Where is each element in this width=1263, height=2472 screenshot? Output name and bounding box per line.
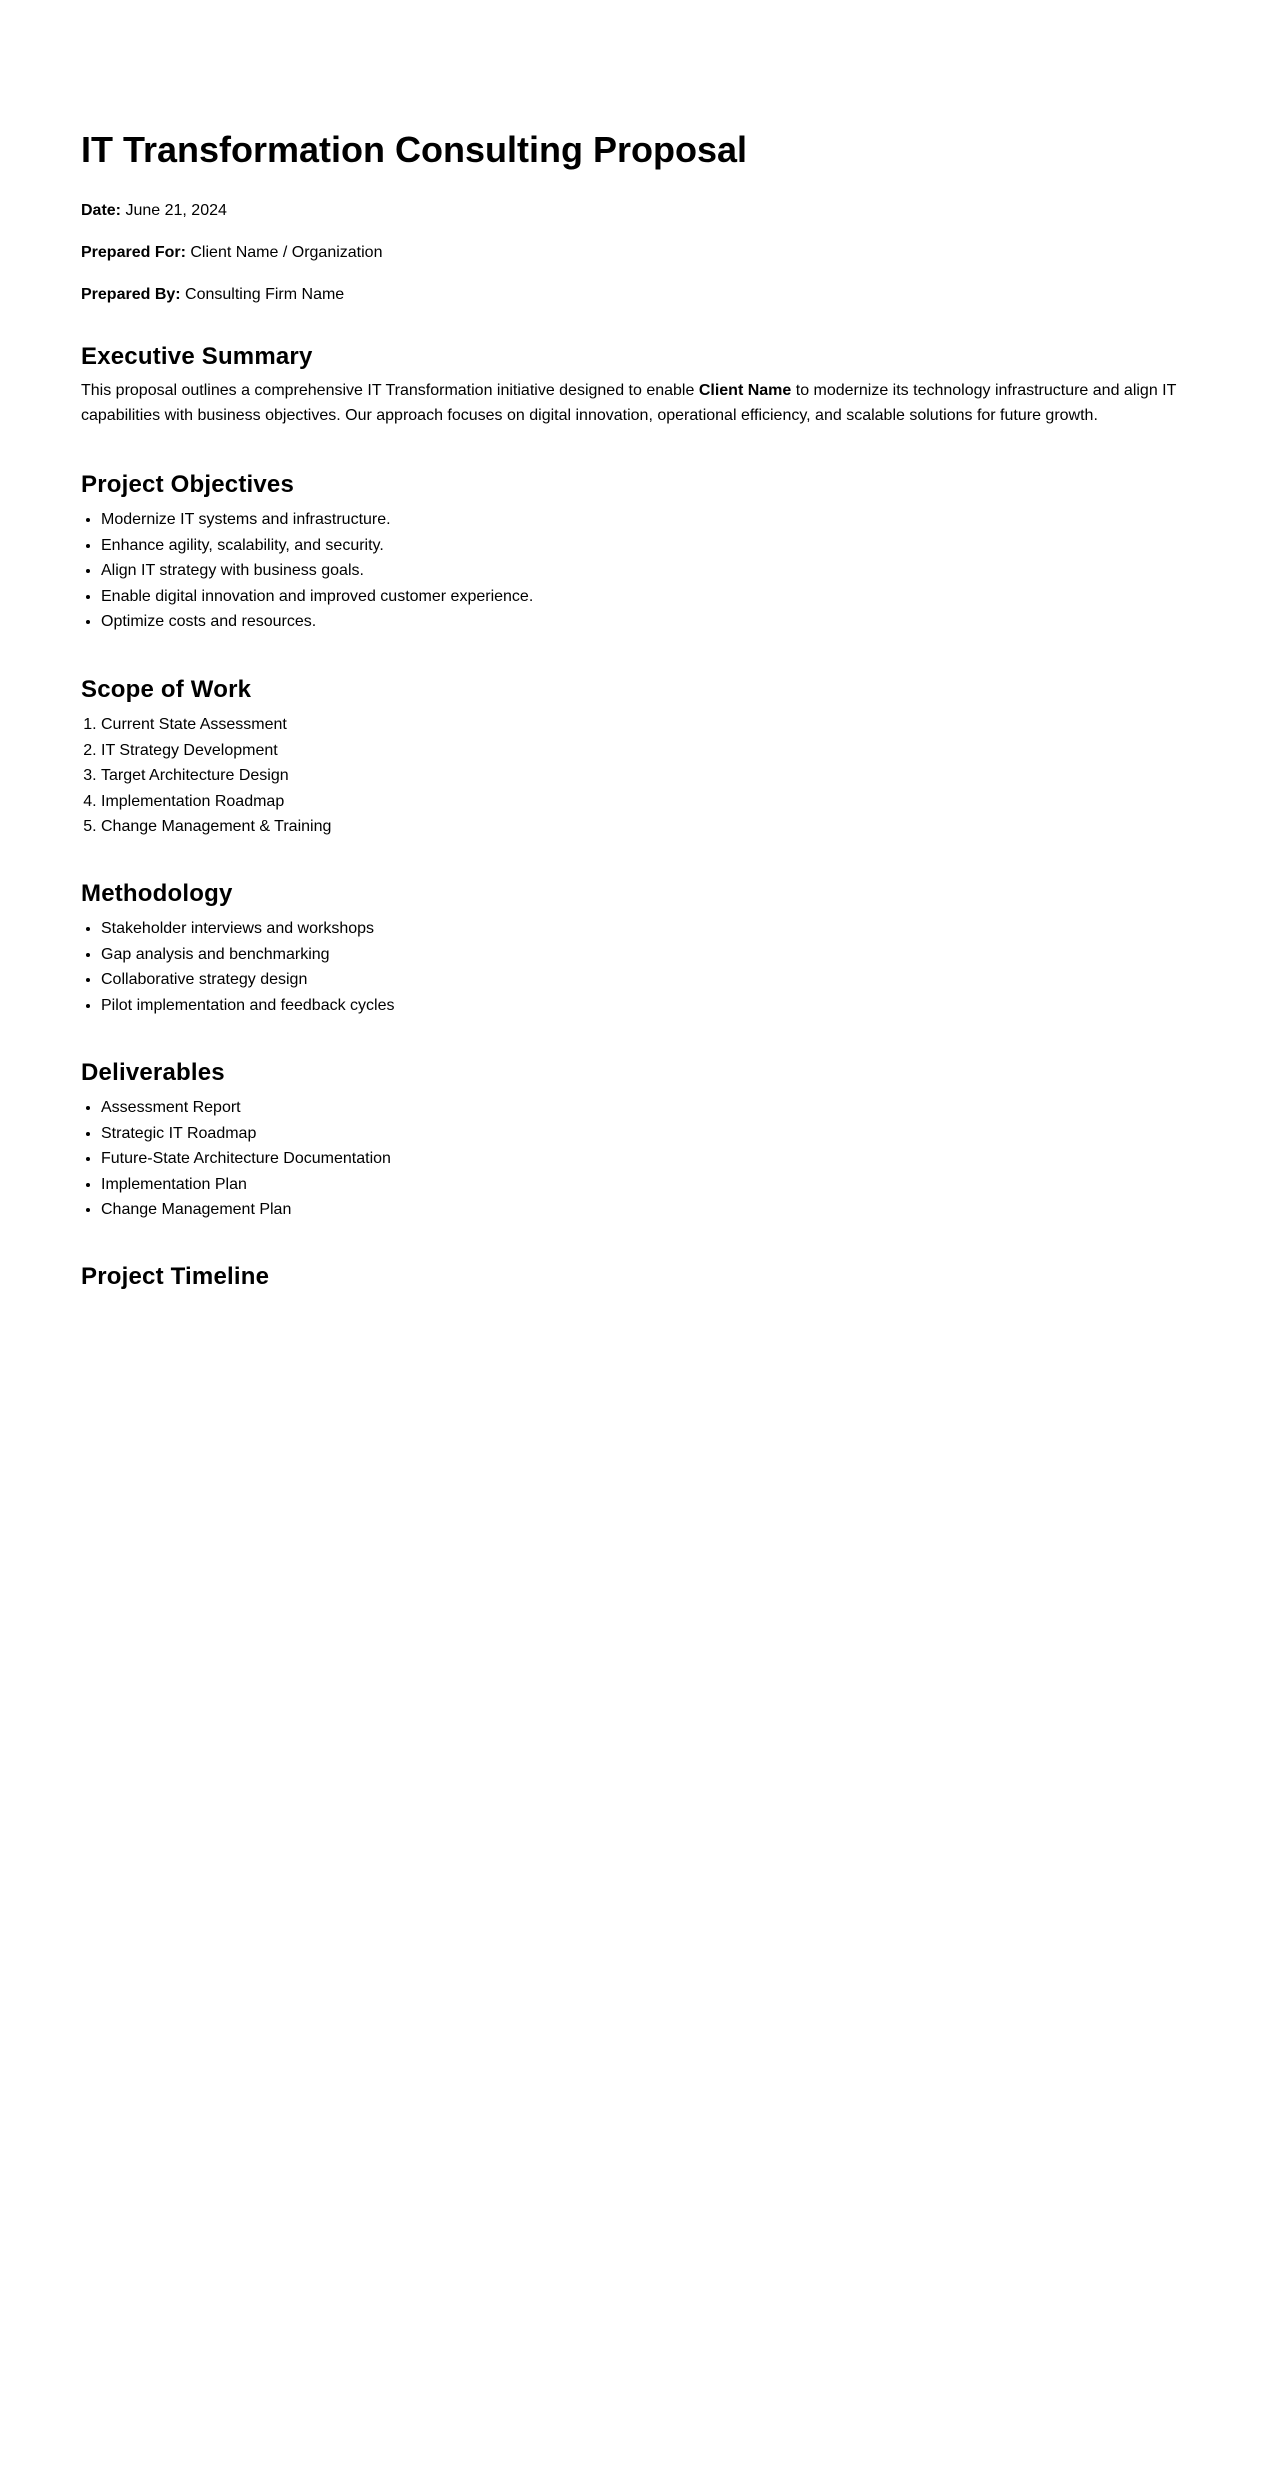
list-item: • Align IT strategy with business goals. xyxy=(101,558,1191,584)
list-item: • Future-State Architecture Documentation xyxy=(101,1146,1191,1172)
project-objectives-heading: Project Objectives xyxy=(81,471,295,498)
deliverables-list xyxy=(81,1095,1191,1223)
prepared-by-value: Consulting Firm Name xyxy=(185,286,345,303)
list-item: • Modernize IT systems and infrastructure. xyxy=(101,507,1191,533)
list-item: 1. Current State Assessment xyxy=(101,712,1191,738)
list-item: 2. IT Strategy Development xyxy=(101,738,1191,764)
list-item: • Assessment Report xyxy=(101,1095,1191,1121)
prepared-by-label: Prepared By: xyxy=(81,286,181,303)
project-timeline-section xyxy=(81,1262,1191,1292)
executive-summary-text-before: This proposal outlines a comprehensive IT Transformation initiative designed to enable xyxy=(81,382,699,399)
list-item: • Strategic IT Roadmap xyxy=(101,1121,1191,1147)
scope-of-work-section xyxy=(81,675,1191,840)
executive-summary-text xyxy=(81,378,1191,428)
methodology-section xyxy=(81,879,1191,1018)
date-value: June 21, 2024 xyxy=(125,202,227,219)
list-item: • Optimize costs and resources. xyxy=(101,609,1191,635)
executive-summary-section xyxy=(81,342,1191,428)
list-item: • Change Management Plan xyxy=(101,1197,1191,1223)
scope-of-work-heading: Scope of Work xyxy=(81,676,252,703)
methodology-heading: Methodology xyxy=(81,880,233,907)
executive-summary-heading: Executive Summary xyxy=(81,343,313,370)
list-item: • Implementation Plan xyxy=(101,1172,1191,1198)
deliverables-heading: Deliverables xyxy=(81,1059,225,1086)
executive-summary-client: Client Name xyxy=(698,382,792,399)
date-label: Date: xyxy=(81,202,122,219)
deliverables-section xyxy=(81,1058,1191,1223)
list-item: • Gap analysis and benchmarking xyxy=(101,942,1191,968)
project-objectives-list xyxy=(81,507,1191,635)
prepared-for-value: Client Name / Organization xyxy=(190,244,383,261)
list-item: • Enable digital innovation and improved customer experience. xyxy=(101,584,1191,610)
list-item: • Pilot implementation and feedback cycles xyxy=(101,993,1191,1019)
list-item: • Stakeholder interviews and workshops xyxy=(101,916,1191,942)
methodology-list xyxy=(81,916,1191,1018)
project-timeline-heading: Project Timeline xyxy=(81,1263,270,1290)
prepared-for-line xyxy=(81,242,382,264)
prepared-by-line xyxy=(81,284,344,306)
list-item: • Collaborative strategy design xyxy=(101,967,1191,993)
list-item: 5. Change Management & Training xyxy=(101,814,1191,840)
list-item: 3. Target Architecture Design xyxy=(101,763,1191,789)
date-line xyxy=(81,200,227,222)
list-item: • Enhance agility, scalability, and security. xyxy=(101,533,1191,559)
page-title: IT Transformation Consulting Proposal xyxy=(81,129,748,170)
prepared-for-label: Prepared For: xyxy=(81,244,186,261)
executive-summary-text-after: to modernize its technology infrastructure and align IT capabilities with business objectives. Our approach focuses on digital innovation, operational efficiency, and scalable solutions for future growth. xyxy=(81,382,1177,424)
project-objectives-section xyxy=(81,470,1191,635)
scope-of-work-list xyxy=(81,712,1191,840)
list-item: 4. Implementation Roadmap xyxy=(101,789,1191,815)
